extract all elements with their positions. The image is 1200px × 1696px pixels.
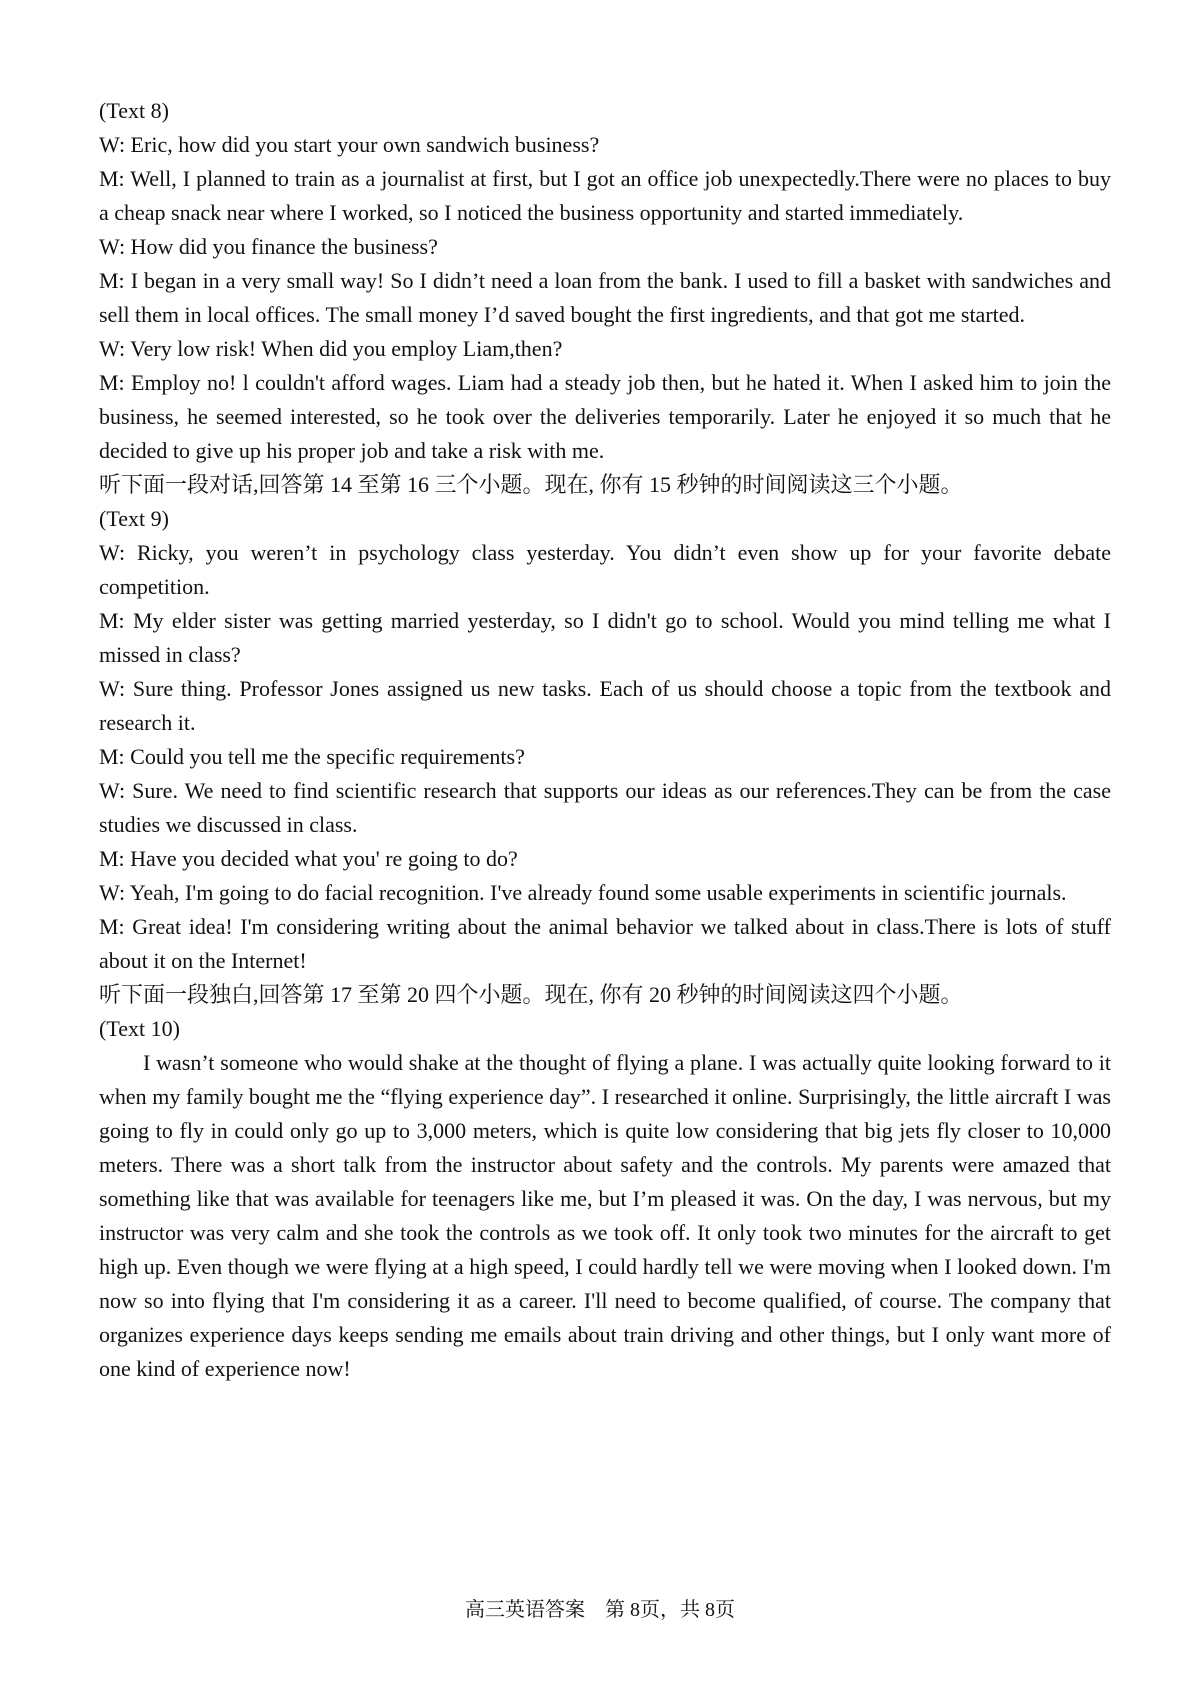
- text8-line: M: Well, I planned to train as a journalist at first, but I got an office job unexpectedly.There were no places to buy a cheap snack near where I worked, so I noticed the business opportunity and started immediately.: [99, 166, 1111, 225]
- text8-heading: (Text 8): [99, 98, 169, 123]
- text9-line: M: Could you tell me the specific requirements?: [99, 744, 525, 769]
- text9-line: W: Sure. We need to find scientific research that supports our ideas as our references.They can be from the case studies we discussed in class.: [99, 778, 1111, 837]
- text8-line: M: I began in a very small way! So I didn’t need a loan from the bank. I used to fill a basket with sandwiches and sell them in local offices. The small money I’d saved bought the first ingredients, and that got me started.: [99, 268, 1111, 327]
- text9-line: M: Great idea! I'm considering writing about the animal behavior we talked about in class.There is lots of stuff about it on the Internet!: [99, 914, 1111, 973]
- instruction-text10: 听下面一段独白,回答第 17 至第 20 四个小题。现在, 你有 20 秒钟的时间阅读这四个小题。: [99, 982, 963, 1007]
- text10-heading: (Text 10): [99, 1016, 180, 1041]
- text9-line: W: Yeah, I'm going to do facial recognition. I've already found some usable experiments in scientific journals.: [99, 880, 1067, 905]
- text9-line: M: Have you decided what you' re going to do?: [99, 846, 518, 871]
- text9-line: W: Sure thing. Professor Jones assigned us new tasks. Each of us should choose a topic from the textbook and research it.: [99, 676, 1111, 735]
- text9-line: W: Ricky, you weren’t in psychology class yesterday. You didn’t even show up for your favorite debate competition.: [99, 540, 1111, 599]
- text9-heading: (Text 9): [99, 506, 169, 531]
- page-footer: 高三英语答案 第 8页，共 8页: [465, 1599, 735, 1621]
- text9-line: M: My elder sister was getting married yesterday, so I didn't go to school. Would you mind telling me what I missed in class?: [99, 608, 1111, 667]
- text8-line: W: Very low risk! When did you employ Liam,then?: [99, 336, 563, 361]
- instruction-text9: 听下面一段对话,回答第 14 至第 16 三个小题。现在, 你有 15 秒钟的时间阅读这三个小题。: [99, 472, 963, 497]
- text8-line: W: Eric, how did you start your own sandwich business?: [99, 132, 600, 157]
- answer-sheet-page: [99, 94, 1111, 1386]
- text8-line: M: Employ no! l couldn't afford wages. Liam had a steady job then, but he hated it. When I asked him to join the business, he seemed interested, so he took over the deliveries temporarily. Later he enjoyed it so much that he decided to give up his proper job and take a risk with me.: [99, 370, 1111, 463]
- text8-line: W: How did you finance the business?: [99, 234, 438, 259]
- text10-paragraph: I wasn’t someone who would shake at the thought of flying a plane. I was actually quite looking forward to it when my family bought me the “flying experience day”. I researched it online. Surprisingly, the little aircraft I was going to fly in could only go up to 3,000 meters, which is quite low considering that big jets fly closer to 10,000 meters. There was a short talk from the instructor about safety and the controls. My parents were amazed that something like that was available for teenagers like me, but I’m pleased it was. On the day, I was nervous, but my instructor was very calm and she took the controls as we took off. It only took two minutes for the aircraft to get high up. Even though we were flying at a high speed, I could hardly tell we were moving when I looked down. I'm now so into flying that I'm considering it as a career. I'll need to become qualified, of course. The company that organizes experience days keeps sending me emails about train driving and other things, but I only want more of one kind of experience now!: [99, 1050, 1111, 1381]
